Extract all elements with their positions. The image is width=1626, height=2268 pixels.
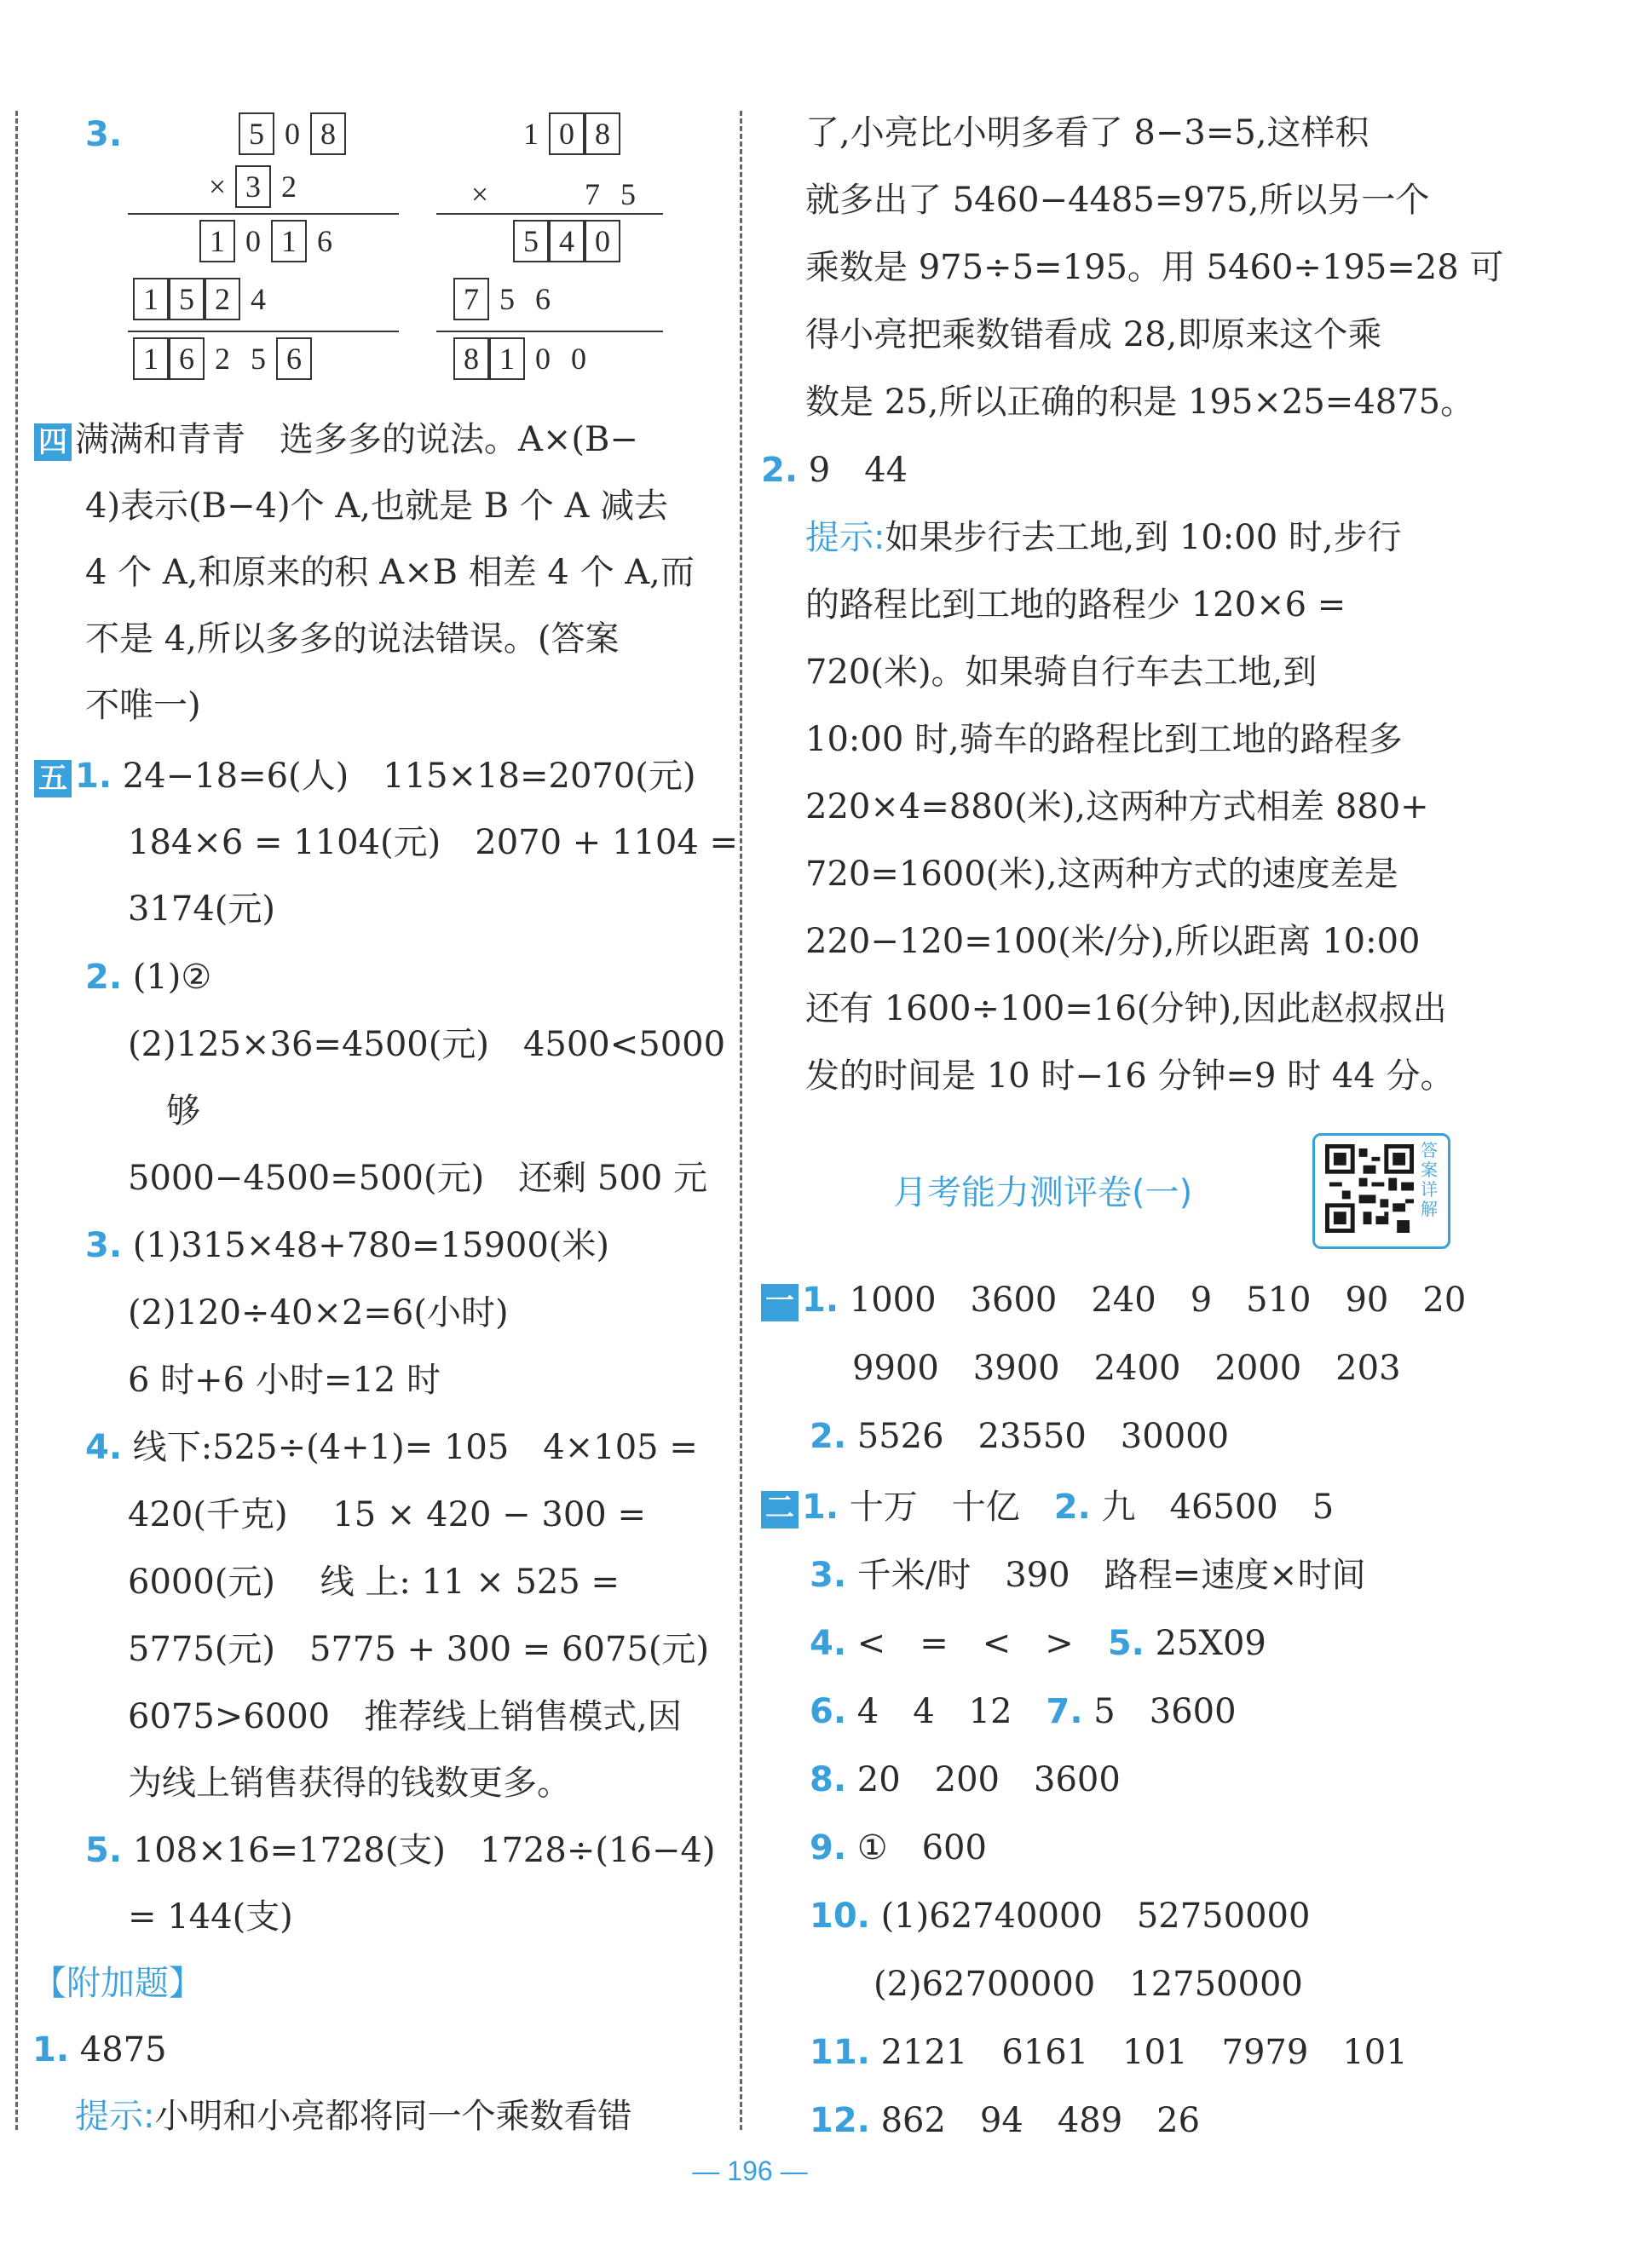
bonus-q2-label: 2. xyxy=(761,451,799,490)
boxed-digit: 0 xyxy=(585,220,620,262)
left-margin-dashed-line xyxy=(15,111,18,2130)
digit: 2 xyxy=(215,342,230,376)
bonus-q2-answer: 9 44 xyxy=(808,451,908,490)
s2-q11 xyxy=(810,2030,1408,2075)
s2-q4-label: 4. xyxy=(810,1624,847,1663)
q4-line-3: 6000(元) 线 上: 11 × 525 = xyxy=(128,1563,620,1602)
hint2-line-5: 220×4=880(米),这两种方式相差 880+ xyxy=(805,787,1429,826)
s2-q2-label: 2. xyxy=(1053,1488,1091,1527)
boxed-digit: 8 xyxy=(453,337,489,380)
boxed-digit: 1 xyxy=(133,337,169,380)
hint2-line-2: 的路程比到工地的路程少 120×6 = xyxy=(805,585,1346,625)
boxed-digit: 3 xyxy=(235,165,271,208)
s2-q10-label: 10. xyxy=(810,1897,870,1936)
section-2-badge: 二 xyxy=(761,1491,799,1528)
column-divider-dashed-line xyxy=(740,111,742,2130)
q1-label: 1. xyxy=(75,757,112,796)
digit: 0 xyxy=(535,342,551,376)
boxed-digit: 5 xyxy=(169,278,205,320)
s2-q4-q5 xyxy=(810,1621,1266,1666)
boxed-digit: 1 xyxy=(271,220,307,262)
q3-line-3: 6 时+6 小时=12 时 xyxy=(128,1361,441,1400)
answer: 2121 6161 101 7979 101 xyxy=(880,2033,1408,2072)
answer: 1000 3600 240 9 510 90 20 xyxy=(849,1281,1467,1320)
boxed-digit: 1 xyxy=(133,278,169,320)
hint-continued-line-4: 得小亮把乘数错看成 28,即原来这个乘 xyxy=(805,315,1382,354)
digit: 5 xyxy=(499,282,515,316)
boxed-digit: 7 xyxy=(453,278,489,320)
boxed-digit: 1 xyxy=(199,220,235,262)
s2-q8-label: 8. xyxy=(810,1760,847,1799)
answer: 5526 23550 30000 xyxy=(856,1417,1230,1456)
s2-q6-label: 6. xyxy=(810,1692,847,1731)
digit: 5 xyxy=(620,177,636,211)
answer: 5 3600 xyxy=(1093,1692,1237,1731)
text: 24−18=6(人) 115×18=2070(元) xyxy=(122,757,696,796)
boxed-digit: 8 xyxy=(310,112,346,155)
answer: 4 4 12 xyxy=(856,1692,1012,1731)
q5-line-1 xyxy=(85,1828,715,1873)
hint2-line-7: 220−120=100(米/分),所以距离 10:00 xyxy=(805,922,1421,961)
answer: 25X09 xyxy=(1155,1624,1266,1663)
s2-q5-label: 5. xyxy=(1107,1624,1145,1663)
hint2-line-1 xyxy=(805,515,1402,560)
hint2-line-3: 720(米)。如果骑自行车去工地,到 xyxy=(805,653,1318,692)
bonus-q1-label: 1. xyxy=(32,2030,70,2069)
digit: 1 xyxy=(523,117,539,151)
hint2-line-4: 10:00 时,骑车的路程比到工地的路程多 xyxy=(805,720,1403,759)
boxed-digit: 4 xyxy=(549,220,585,262)
s2-q10-row-1 xyxy=(810,1894,1310,1938)
digit: 7 xyxy=(585,177,600,211)
text: (1)315×48+780=15900(米) xyxy=(132,1226,610,1265)
section-4-line-3: 4 个 A,和原来的积 A×B 相差 4 个 A,而 xyxy=(85,553,695,592)
boxed-digit: 8 xyxy=(585,112,620,155)
section-4-line-1 xyxy=(34,417,638,462)
s2-q1-q2 xyxy=(761,1485,1334,1529)
section-5-q1-line-2: 184×6 = 1104(元) 2070 + 1104 = xyxy=(128,823,739,862)
q4-line-5: 6075>6000 推荐线上销售模式,因 xyxy=(128,1697,682,1736)
hint-continued-line-5: 数是 25,所以正确的积是 195×25=4875。 xyxy=(805,383,1475,422)
digit: 0 xyxy=(571,342,586,376)
hint-text: 小明和小亮都将同一个乘数看错 xyxy=(154,2097,632,2136)
qr-code-icon xyxy=(1325,1144,1414,1233)
boxed-digit: 1 xyxy=(489,337,525,380)
q4-line-4: 5775(元) 5775 + 300 = 6075(元) xyxy=(128,1630,710,1669)
s2-q3-label: 3. xyxy=(810,1556,847,1595)
boxed-digit: 5 xyxy=(513,220,549,262)
bonus-q1-answer: 4875 xyxy=(79,2030,167,2069)
bonus-title: 【附加题】 xyxy=(32,1964,203,2003)
boxed-digit: 0 xyxy=(549,112,585,155)
s2-q6-q7 xyxy=(810,1689,1237,1734)
section-5-q1-line-1 xyxy=(34,754,696,798)
s2-q11-label: 11. xyxy=(810,2033,870,2072)
answer: 20 200 3600 xyxy=(856,1760,1121,1799)
answer: (1)62740000 52750000 xyxy=(880,1897,1311,1936)
s2-q12 xyxy=(810,2098,1200,2143)
s1-q2-label: 2. xyxy=(810,1417,847,1456)
section-5-badge: 五 xyxy=(34,760,72,797)
q4-line-2: 420(千克) 15 × 420 − 300 = xyxy=(128,1495,646,1534)
q4-label: 4. xyxy=(85,1428,123,1467)
q4-line-1 xyxy=(85,1425,698,1470)
q3-label: 3. xyxy=(85,1226,123,1265)
q2-label: 2. xyxy=(85,958,123,997)
q2-line-3: 够 xyxy=(166,1091,200,1131)
digit: 0 xyxy=(285,117,300,151)
section-4-line-5: 不唯一) xyxy=(85,686,201,725)
text: (1)② xyxy=(132,958,212,997)
hint-text: 如果步行去工地,到 10:00 时,步行 xyxy=(885,518,1402,557)
boxed-digit: 6 xyxy=(276,337,312,380)
digit: 6 xyxy=(535,282,551,316)
text: 108×16=1728(支) 1728÷(16−4) xyxy=(132,1831,716,1870)
hint-continued-line-3: 乘数是 975÷5=195。用 5460÷195=28 可 xyxy=(805,248,1504,287)
hint2-line-6: 720=1600(米),这两种方式的速度差是 xyxy=(805,855,1398,894)
s1-q1-label: 1. xyxy=(802,1281,839,1320)
answer: 862 94 489 26 xyxy=(880,2101,1201,2140)
q4-line-6: 为线上销售获得的钱数更多。 xyxy=(128,1764,571,1803)
hint-label: 提示: xyxy=(805,518,885,557)
text: 满满和青青 选多多的说法。A×(B− xyxy=(75,420,638,459)
hint-continued-line-2: 就多出了 5460−4485=975,所以另一个 xyxy=(805,181,1430,220)
boxed-digit: 6 xyxy=(169,337,205,380)
hint-label: 提示: xyxy=(75,2097,155,2136)
digit: 6 xyxy=(317,224,332,258)
q2-line-2: (2)125×36=4500(元) 4500<5000 xyxy=(128,1025,726,1064)
times-sign: × xyxy=(208,170,227,204)
answer: 十万 十亿 xyxy=(849,1488,1020,1527)
digit: 5 xyxy=(251,342,266,376)
s1-q1-row-1 xyxy=(761,1278,1466,1322)
text: 线下:525÷(4+1)= 105 4×105 = xyxy=(132,1428,698,1467)
q5-label: 5. xyxy=(85,1831,123,1870)
q2-line-4: 5000−4500=500(元) 还剩 500 元 xyxy=(128,1159,707,1198)
times-sign: × xyxy=(470,177,489,211)
hint-continued-line-1: 了,小亮比小明多看了 8−3=5,这样积 xyxy=(805,113,1369,153)
item-3-label: 3. xyxy=(85,115,123,154)
s1-q2 xyxy=(810,1414,1229,1459)
answer: 九 46500 5 xyxy=(1101,1488,1335,1527)
answer: 千米/时 390 路程=速度×时间 xyxy=(856,1556,1366,1595)
section-5-q1-line-3: 3174(元) xyxy=(128,889,276,929)
section-4-line-2: 4)表示(B−4)个 A,也就是 B 个 A 减去 xyxy=(85,486,669,526)
hint2-line-8: 还有 1600÷100=16(分钟),因此赵叔叔出 xyxy=(805,989,1447,1028)
q3-line-1 xyxy=(85,1223,609,1268)
bonus-q1-hint xyxy=(75,2094,631,2138)
digit: 0 xyxy=(245,224,261,258)
answer: ① 600 xyxy=(856,1828,987,1868)
s1-q1-row-2: 9900 3900 2400 2000 203 xyxy=(852,1349,1401,1388)
s2-q8 xyxy=(810,1758,1121,1802)
section-1-badge: 一 xyxy=(761,1284,799,1321)
q3-line-2: (2)120÷40×2=6(小时) xyxy=(128,1293,509,1333)
q2-line-1 xyxy=(85,955,211,999)
qr-code-card[interactable] xyxy=(1312,1133,1450,1249)
qr-caption: 答案详解 xyxy=(1421,1140,1438,1219)
digit: 4 xyxy=(251,282,266,316)
s2-q1-label: 1. xyxy=(802,1488,839,1527)
bonus-q1 xyxy=(32,2028,167,2072)
section-4-badge: 四 xyxy=(34,423,72,461)
section-title: 月考能力测评卷(一) xyxy=(893,1173,1193,1212)
bonus-q2 xyxy=(761,448,908,492)
hint2-line-9: 发的时间是 10 时−16 分钟=9 时 44 分。 xyxy=(805,1056,1455,1096)
q5-line-2: = 144(支) xyxy=(128,1897,293,1937)
answer: < = < > xyxy=(856,1624,1074,1663)
boxed-digit: 2 xyxy=(205,278,240,320)
s2-q12-label: 12. xyxy=(810,2101,870,2140)
section-4-line-4: 不是 4,所以多多的说法错误。(答案 xyxy=(85,619,620,659)
boxed-digit: 5 xyxy=(239,112,274,155)
s2-q10-row-2: (2)62700000 12750000 xyxy=(874,1965,1303,2004)
page-number: — 196 — xyxy=(692,2156,808,2186)
s2-q9-label: 9. xyxy=(810,1828,847,1868)
s2-q7-label: 7. xyxy=(1046,1692,1083,1731)
s2-q3 xyxy=(810,1553,1366,1597)
s2-q9 xyxy=(810,1826,987,1870)
digit: 2 xyxy=(281,170,297,204)
